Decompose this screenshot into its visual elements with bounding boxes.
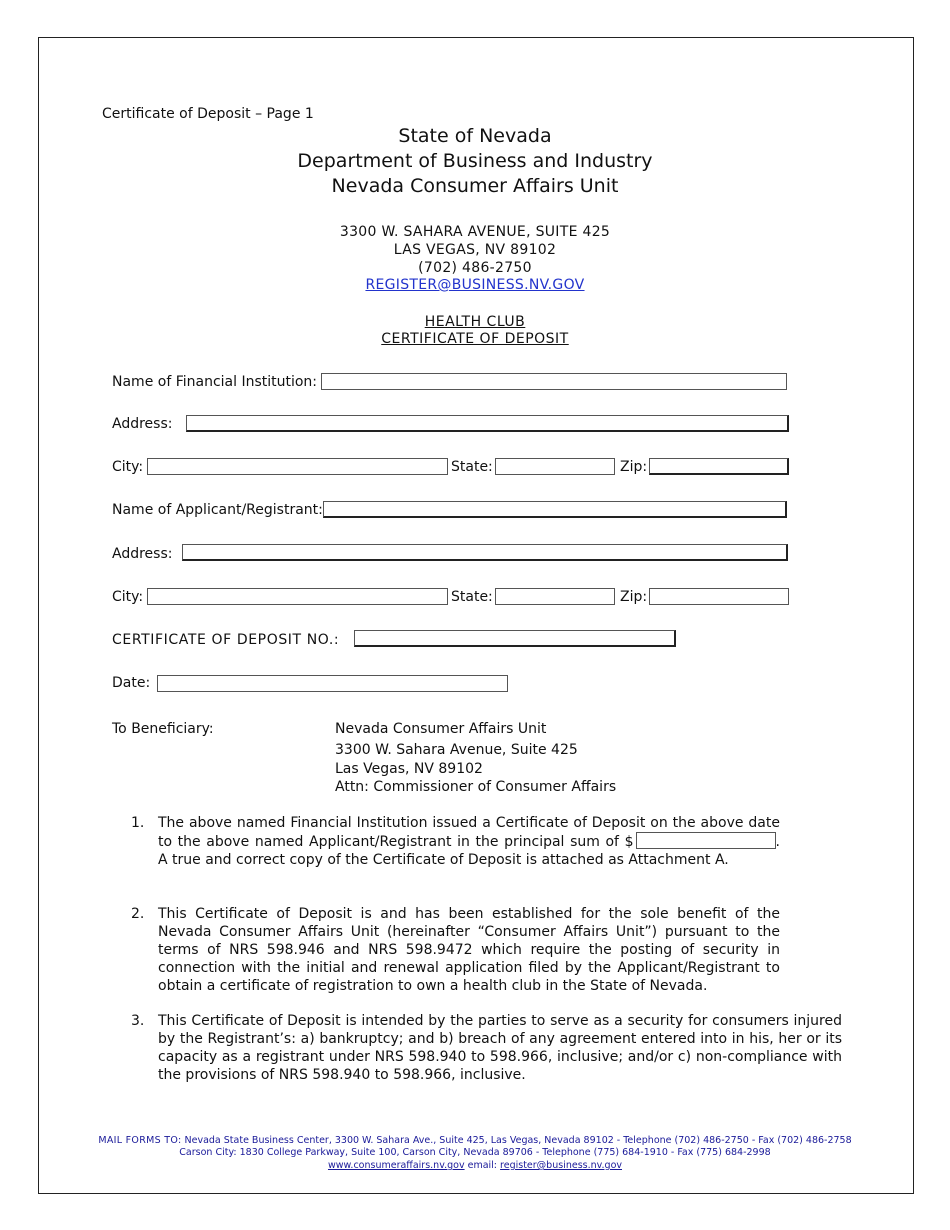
fi-address-label: Address:: [112, 416, 173, 432]
address-street: 3300 W. SAHARA AVENUE, SUITE 425: [339, 224, 611, 240]
footer-carson-office: 1830 College Parkway, Suite 100, Carson City, Nevada 89706 - Telephone (775) 684-1910 - Fax (775) 684-2998: [239, 1147, 771, 1158]
paragraph-3-number: 3.: [131, 1013, 145, 1029]
footer-line-3: [0, 1160, 950, 1172]
cd-number-input[interactable]: [354, 630, 676, 647]
fi-zip-label: Zip:: [620, 459, 648, 475]
fi-state-label: State:: [451, 459, 493, 475]
footer-carson-lead: Carson City:: [179, 1147, 237, 1158]
beneficiary-label: To Beneficiary:: [112, 721, 214, 737]
principal-sum-input[interactable]: [636, 832, 776, 849]
address-city: LAS VEGAS, NV 89102: [393, 242, 557, 258]
paragraph-1-text-a: The above named Financial Institution issued a Certificate of Deposit on the above date to the above named Applicant/Registrant in the principal sum of: [158, 815, 780, 850]
financial-institution-label: Name of Financial Institution:: [112, 374, 318, 390]
applicant-address-input[interactable]: [182, 544, 788, 561]
fi-zip-input[interactable]: [649, 458, 789, 475]
beneficiary-line-4: Attn: Commissioner of Consumer Affairs: [335, 779, 617, 795]
applicant-input[interactable]: [323, 501, 787, 518]
footer-line-2: [0, 1147, 950, 1159]
form-title-line2: CERTIFICATE OF DEPOSIT: [381, 331, 569, 347]
paragraph-1-text-b: . A true and correct copy of the Certificate of Deposit is attached as Attachment A.: [158, 834, 780, 868]
footer-lead: MAIL FORMS TO:: [98, 1135, 182, 1146]
cd-number-label: CERTIFICATE OF DEPOSIT NO.:: [112, 632, 340, 648]
footer-line-1: [0, 1135, 950, 1147]
applicant-zip-input[interactable]: [649, 588, 789, 605]
date-input[interactable]: [157, 675, 508, 692]
applicant-city-label: City:: [112, 589, 144, 605]
address-phone: (702) 486-2750: [418, 260, 532, 276]
paragraph-1-dollar: $: [624, 834, 634, 850]
footer-main-office: Nevada State Business Center, 3300 W. Sahara Ave., Suite 425, Las Vegas, Nevada 89102 - Telephone (702) 486-2750 - Fax (702) 486-2758: [184, 1135, 852, 1146]
header-unit: Nevada Consumer Affairs Unit: [331, 175, 619, 197]
applicant-address-label: Address:: [112, 546, 173, 562]
email-link[interactable]: REGISTER@BUSINESS.NV.GOV: [365, 277, 585, 293]
page-label: Certificate of Deposit – Page 1: [102, 106, 314, 122]
applicant-city-input[interactable]: [147, 588, 448, 605]
applicant-label: Name of Applicant/Registrant:: [112, 502, 323, 518]
form-title-line1: HEALTH CLUB: [424, 314, 526, 330]
paragraph-2: This Certificate of Deposit is and has been established for the sole benefit of the Nevada Consumer Affairs Unit (hereinafter “Consumer Affairs Unit”) pursuant to the terms of NRS 598.946 and NRS 598.9472 which require the posting of security in connection with the initial and renewal application filed by the Applicant/Registrant to obtain a certificate of registration to own a health club in the State of Nevada.: [158, 906, 780, 994]
applicant-zip-label: Zip:: [620, 589, 648, 605]
financial-institution-input[interactable]: [321, 373, 787, 390]
footer-website-link[interactable]: www.consumeraffairs.nv.gov: [327, 1160, 465, 1171]
applicant-state-input[interactable]: [495, 588, 615, 605]
fi-city-input[interactable]: [147, 458, 448, 475]
header-state: State of Nevada: [398, 125, 552, 147]
paragraph-1-number: 1.: [131, 815, 145, 831]
address-email-row: [0, 276, 950, 294]
fi-state-input[interactable]: [495, 458, 615, 475]
footer-email-label: email:: [467, 1160, 498, 1171]
beneficiary-line-1: Nevada Consumer Affairs Unit: [335, 721, 547, 737]
fi-address-input[interactable]: [186, 415, 789, 432]
footer-email-link[interactable]: register@business.nv.gov: [500, 1160, 622, 1171]
fi-city-label: City:: [112, 459, 144, 475]
paragraph-2-number: 2.: [131, 906, 145, 922]
paragraph-3: This Certificate of Deposit is intended by the parties to serve as a security for consumers injured by the Registrant’s: a) bankruptcy; and b) breach of any agreement entered into in his, her or its capacity as a registrant under NRS 598.940 to 598.966, inclusive; and/or c) non-compliance with the provisions of NRS 598.940 to 598.966, inclusive.: [158, 1013, 842, 1083]
date-label: Date:: [112, 675, 151, 691]
beneficiary-line-3: Las Vegas, NV 89102: [335, 761, 483, 777]
beneficiary-line-2: 3300 W. Sahara Avenue, Suite 425: [335, 742, 578, 758]
applicant-state-label: State:: [451, 589, 493, 605]
paragraph-1: [158, 814, 780, 869]
header-department: Department of Business and Industry: [297, 150, 653, 172]
